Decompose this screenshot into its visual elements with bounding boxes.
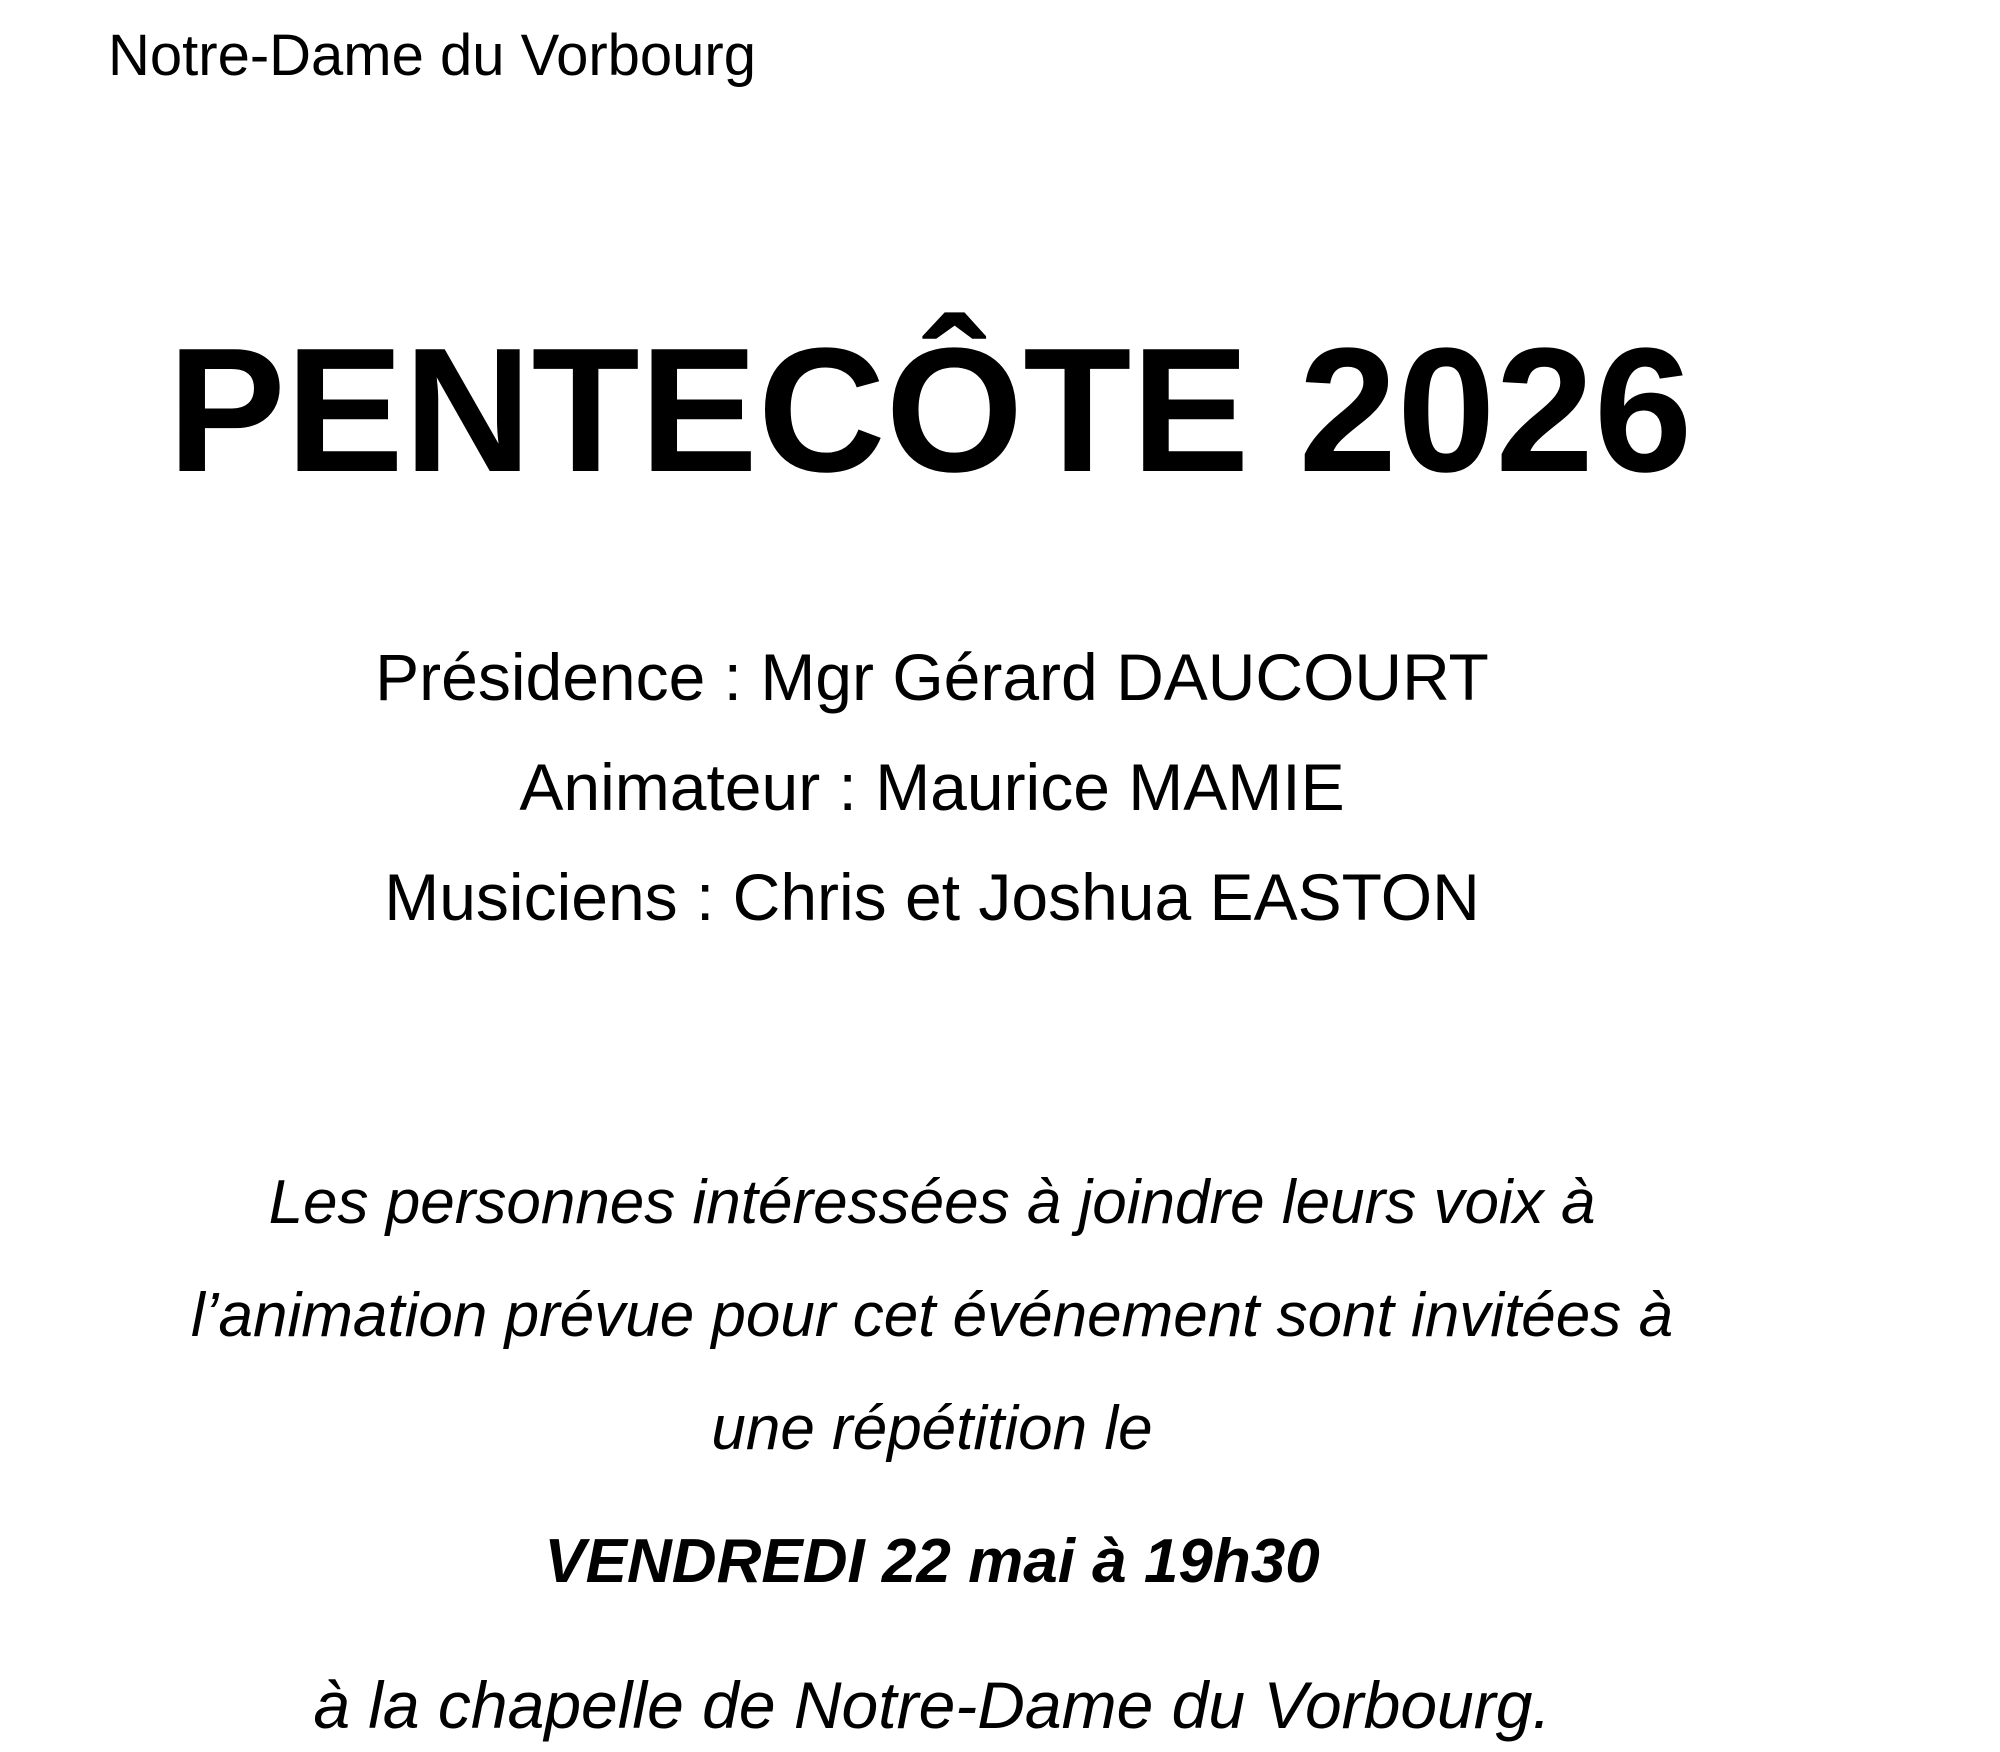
page-title: PENTECÔTE 2026 bbox=[167, 311, 1693, 509]
header-location: Notre-Dame du Vorbourg bbox=[108, 23, 756, 88]
rehearsal-date: VENDREDI 22 mai à 19h30 bbox=[544, 1527, 1320, 1596]
invitation-line: Les personnes intéressées à joindre leurs voix à bbox=[268, 1168, 1596, 1237]
credits-block bbox=[0, 622, 1864, 952]
invitation-line: l’animation prévue pour cet événement sont invitées à bbox=[191, 1281, 1673, 1350]
credit-presidence: Présidence : Mgr Gérard DAUCOURT bbox=[375, 640, 1489, 714]
credit-musiciens: Musiciens : Chris et Joshua EASTON bbox=[384, 860, 1480, 934]
invitation-line: une répétition le bbox=[711, 1394, 1153, 1463]
invitation-text bbox=[0, 1146, 1864, 1485]
credit-animateur: Animateur : Maurice MAMIE bbox=[519, 750, 1345, 824]
rehearsal-place: à la chapelle de Notre-Dame du Vorbourg. bbox=[313, 1668, 1551, 1742]
